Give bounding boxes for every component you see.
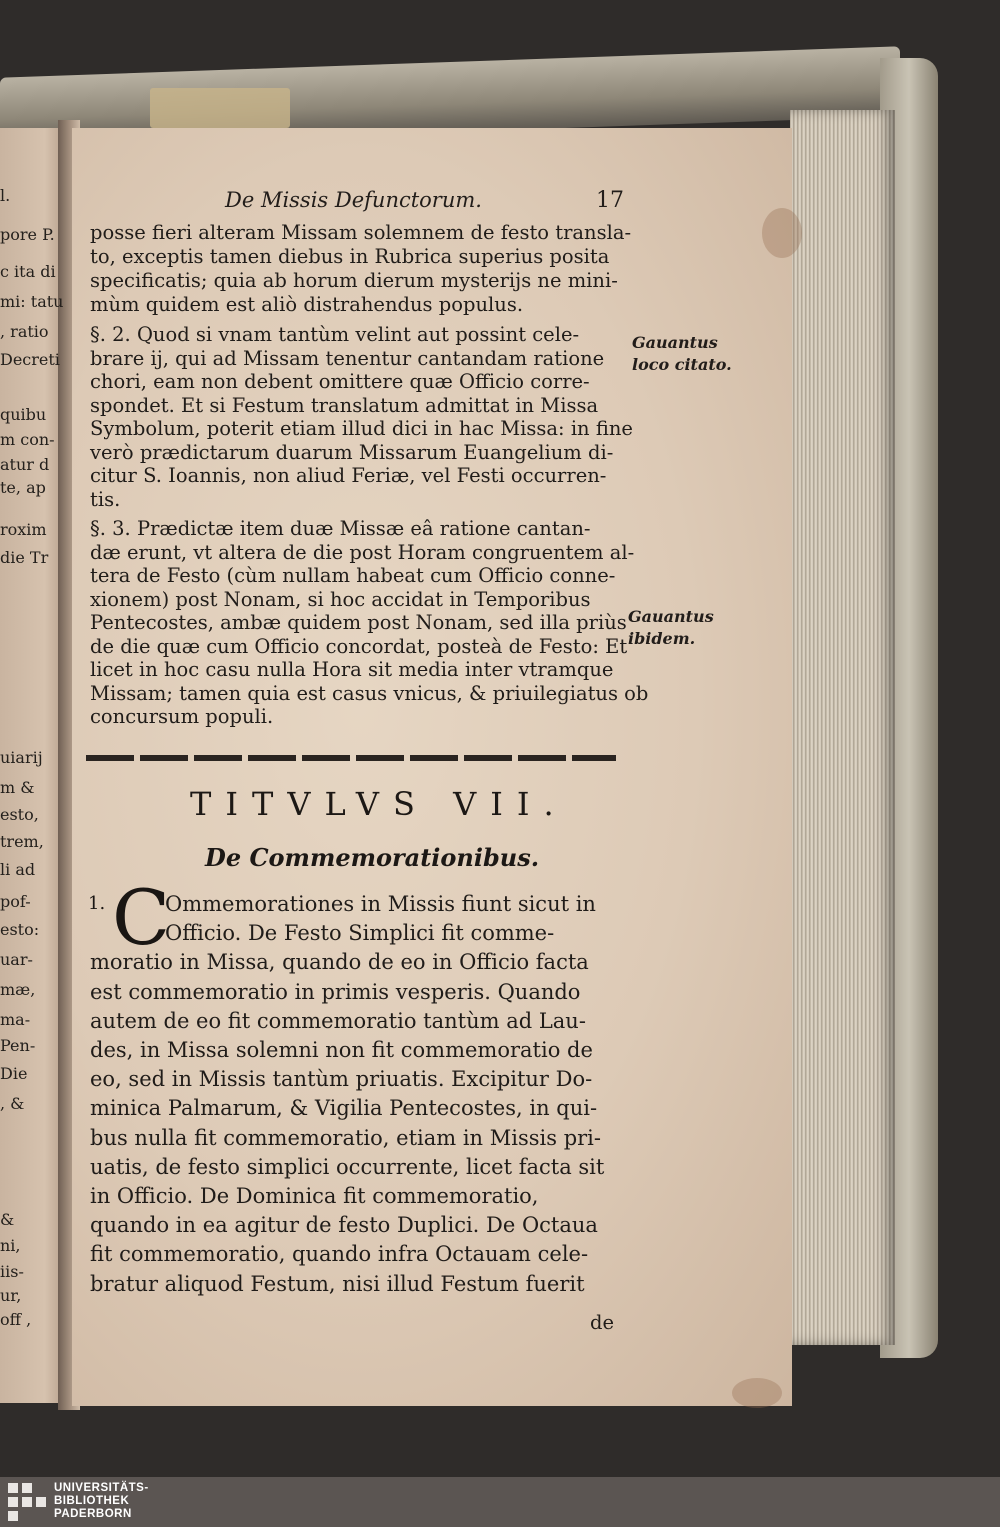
- paragraph4-line: bratur aliquod Festum, nisi illud Festum fuerit: [90, 1271, 585, 1296]
- drop-capital: C: [112, 873, 171, 962]
- paragraph3-line: §. 3. Prædictæ item duæ Missæ eâ ratione cantan-: [90, 517, 591, 540]
- margin-note-2: [628, 606, 714, 650]
- left-page-fragment: uar-: [0, 950, 33, 969]
- paragraph4-line: bus nulla fit commemoratio, etiam in Missis pri-: [90, 1125, 601, 1150]
- section-title: TITVLVS VII.: [190, 785, 568, 823]
- running-head: De Missis Defunctorum.: [225, 188, 482, 212]
- paragraph2-line: verò prædictarum duarum Missarum Euangelium di-: [90, 440, 614, 464]
- ornamental-rule: [86, 755, 616, 761]
- spine-label: [150, 88, 290, 128]
- left-page-fragment: atur d: [0, 455, 50, 474]
- left-page-fragment: mæ,: [0, 980, 36, 999]
- margin-note-1-line-1: Gauantus: [632, 333, 718, 352]
- paragraph3-line: concursum populi.: [90, 705, 274, 728]
- paragraph1-line: specificatis; quia ab horum dierum mysterijs ne mini-: [90, 269, 618, 292]
- paragraph4-line: Ommemorationes in Missis fiunt sicut in: [165, 892, 596, 916]
- paragraph2-line: citur S. Ioannis, non aliud Feriæ, vel Festi occurren-: [90, 464, 607, 487]
- paragraph3-line: tera de Festo (cùm nullam habeat cum Officio conne-: [90, 564, 616, 587]
- left-page-fragment: uiarij: [0, 748, 43, 767]
- margin-note-2-line-1: Gauantus: [628, 607, 714, 626]
- left-page-fragment: li ad: [0, 860, 36, 879]
- left-page-fragment: quibu: [0, 405, 47, 424]
- paragraph4-line: est commemoratio in primis vesperis. Quando: [90, 979, 581, 1004]
- section-subtitle: De Commemorationibus.: [205, 843, 540, 872]
- left-page-fragment: m &: [0, 778, 35, 797]
- paragraph2-line: tis.: [90, 487, 121, 511]
- margin-note-1: [632, 332, 732, 376]
- library-footer: [0, 1477, 1000, 1527]
- left-page-fragment: te, ap: [0, 478, 46, 497]
- paragraph2-line: brare ij, qui ad Missam tenentur cantandam ratione: [90, 346, 605, 370]
- left-page-fragment: , ratio: [0, 322, 49, 341]
- left-page-fragment: Decreti: [0, 350, 60, 369]
- paragraph2-line: spondet. Et si Festum translatum admittat in Missa: [90, 393, 599, 417]
- left-page-fragment: die Tr: [0, 548, 49, 567]
- left-page-fragment: mi: tatu: [0, 292, 64, 311]
- paragraph2-line: §. 2. Quod si vnam tantùm velint aut possint cele-: [90, 323, 580, 346]
- page-number: 17: [596, 188, 624, 213]
- margin-note-1-line-2: loco citato.: [632, 355, 732, 374]
- paragraph3-line: licet in hoc casu nulla Hora sit media inter vtramque: [90, 658, 614, 681]
- left-page-fragment: m con-: [0, 430, 55, 449]
- paragraph1-line: to, exceptis tamen diebus in Rubrica superius posita: [90, 245, 610, 268]
- page-edges: [790, 110, 895, 1345]
- left-page-fragment: , &: [0, 1094, 25, 1113]
- library-name-line-3: PADERBORN: [54, 1508, 132, 1520]
- library-logo-icon: [8, 1483, 48, 1521]
- library-name: [54, 1482, 149, 1521]
- left-page-fragment: ur,: [0, 1286, 22, 1305]
- left-page-fragment: roxim: [0, 520, 47, 539]
- paragraph4-line: fit commemoratio, quando infra Octauam cele-: [90, 1242, 589, 1267]
- left-page-fragment: ma-: [0, 1010, 31, 1029]
- left-page-fragment: iis-: [0, 1262, 24, 1281]
- paragraph3-line: xionem) post Nonam, si hoc accidat in Temporibus: [90, 587, 591, 611]
- left-page-fragment: trem,: [0, 832, 44, 851]
- paragraph2-line: Symbolum, poterit etiam illud dici in hac Missa: in fine: [90, 417, 633, 440]
- stain: [762, 208, 802, 258]
- paragraph4-line: in Officio. De Dominica fit commemoratio,: [90, 1184, 539, 1208]
- left-page-fragment: pore P.: [0, 225, 55, 244]
- paragraph3-line: Pentecostes, ambæ quidem post Nonam, sed illa priùs: [90, 611, 627, 634]
- margin-note-2-line-2: ibidem.: [628, 629, 696, 648]
- library-name-line-1: UNIVERSITÄTS-: [54, 1482, 149, 1494]
- left-page-fragment: l.: [0, 186, 11, 205]
- library-name-line-2: BIBLIOTHEK: [54, 1495, 130, 1507]
- paragraph2-line: chori, eam non debent omittere quæ Officio corre-: [90, 370, 590, 393]
- paragraph3-line: dæ erunt, vt altera de die post Horam congruentem al-: [90, 540, 635, 564]
- paragraph4-line: Officio. De Festo Simplici fit comme-: [165, 921, 555, 946]
- paragraph4-line: des, in Missa solemni non fit commemoratio de: [90, 1038, 593, 1062]
- left-page-fragment: Die: [0, 1064, 28, 1083]
- paragraph3-line: Missam; tamen quia est casus vnicus, & priuilegiatus ob: [90, 681, 649, 705]
- paragraph4-line: moratio in Missa, quando de eo in Officio facta: [90, 950, 589, 975]
- paragraph4-line: autem de eo fit commemoratio tantùm ad Lau-: [90, 1008, 586, 1033]
- catchword: de: [590, 1311, 615, 1334]
- paragraph4-line: eo, sed in Missis tantùm priuatis. Excipitur Do-: [90, 1067, 593, 1092]
- left-page-fragment: c ita di: [0, 262, 56, 281]
- paragraph1-line: mùm quidem est aliò distrahendus populus.: [90, 293, 524, 316]
- left-page-fragment: off ,: [0, 1310, 32, 1329]
- left-page-fragment: Pen-: [0, 1036, 36, 1055]
- left-page-fragment: ni,: [0, 1236, 21, 1255]
- paragraph4-line: minica Palmarum, & Vigilia Pentecostes, in qui-: [90, 1096, 598, 1121]
- left-page-fragment: pof-: [0, 892, 31, 911]
- paragraph4-line: uatis, de festo simplici occurrente, licet facta sit: [90, 1154, 605, 1179]
- paragraph1-line: posse fieri alteram Missam solemnem de festo transla-: [90, 221, 632, 244]
- left-page-fragment: &: [0, 1210, 15, 1229]
- left-page-fragment: esto:: [0, 920, 40, 939]
- stain: [732, 1378, 782, 1408]
- paragraph3-line: de die quæ cum Officio concordat, posteà de Festo: Et: [90, 634, 628, 658]
- paragraph-number: 1.: [88, 893, 106, 914]
- left-page-fragment: esto,: [0, 805, 39, 824]
- paragraph4-line: quando in ea agitur de festo Duplici. De Octaua: [90, 1213, 598, 1238]
